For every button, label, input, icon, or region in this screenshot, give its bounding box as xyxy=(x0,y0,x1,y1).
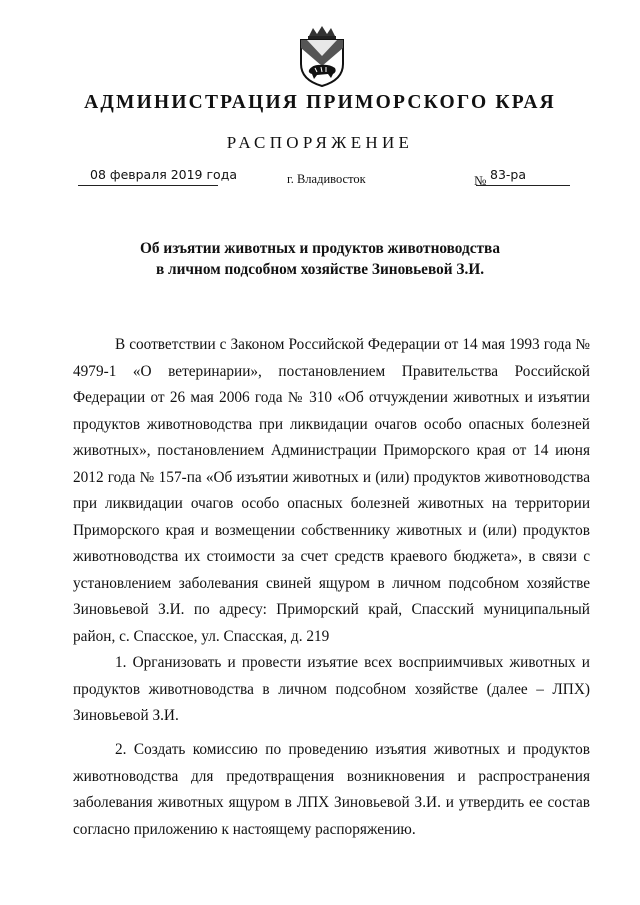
organization-name: АДМИНИСТРАЦИЯ ПРИМОРСКОГО КРАЯ xyxy=(84,92,556,113)
item-2-paragraph: 2. Создать комиссию по проведению изъятия животных и продуктов животноводства для предотвращения возникновения и распространения заболевания животных ящуром в ЛПХ Зиновьевой З.И. и утвердить ее состав согласно приложению к настоящему распоряжению. xyxy=(73,741,590,838)
number-sign: № xyxy=(474,173,487,188)
document-title xyxy=(0,238,640,280)
number-underline xyxy=(476,185,570,186)
item-1-paragraph: 1. Организовать и провести изъятие всех восприимчивых животных и продуктов животноводства в личном подсобном хозяйстве (далее – ЛПХ) Зиновьевой З.И. xyxy=(73,654,590,724)
title-line-2: в личном подсобном хозяйстве Зиновьевой З.И. xyxy=(155,261,485,278)
date-underline xyxy=(78,185,218,186)
document-type: РАСПОРЯЖЕНИЕ xyxy=(226,133,414,152)
title-line-1: Об изъятии животных и продуктов животноводства xyxy=(140,240,500,257)
coat-of-arms-icon xyxy=(295,26,349,88)
document-number: 83-ра xyxy=(490,167,527,182)
document-date: 08 февраля 2019 года xyxy=(90,167,238,182)
document-city: г. Владивосток xyxy=(287,172,366,186)
preamble-paragraph: В соответствии с Законом Российской Федерации от 14 мая 1993 года № 4979-1 «О ветеринарии», постановлением Правительства Российской Федерации от 26 мая 2006 года № 310 «Об отчуждении животных и изъятии продуктов животноводства при ликвидации очагов особо опасных болезней животных», постановлением Администрации Приморского края от 14 июня 2012 года № 157-па «Об изъятии животных и (или) продуктов животноводства при ликвидации очагов особо опасных болезней животных на территории Приморского края и возмещении собственнику животных и (или) продуктов животноводства их стоимости за счет средств краевого бюджета», в связи с установлением заболевания свиней ящуром в личном подсобном хозяйстве Зиновьевой З.И. по адресу: Приморский край, Спасский муниципальный район, с. Спасское, ул. Спасская, д. 219 xyxy=(73,336,590,645)
